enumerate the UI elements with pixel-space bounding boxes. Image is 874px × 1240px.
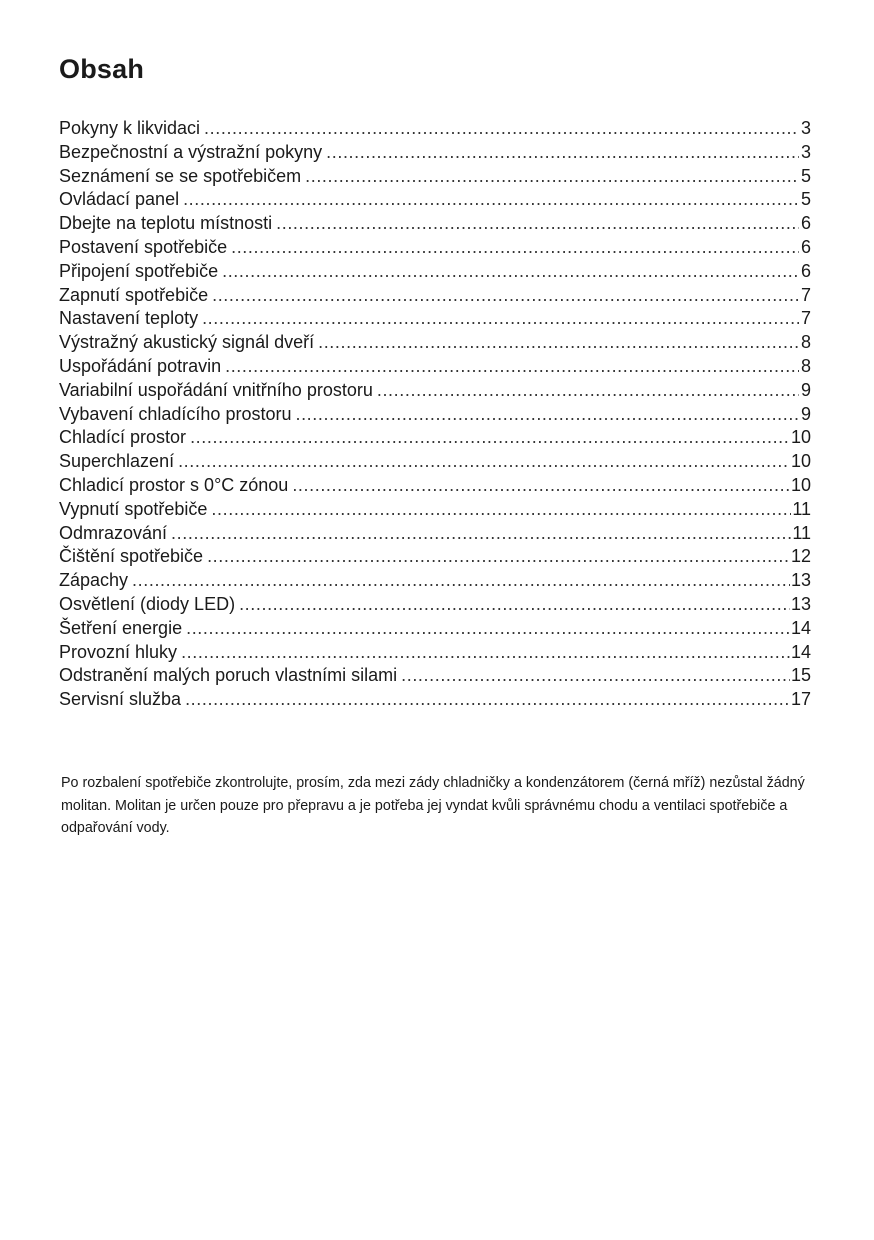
toc-leader-dots <box>211 498 791 522</box>
toc-entry-page: 6 <box>800 213 811 234</box>
toc-entry-page: 10 <box>790 427 811 448</box>
toc-entry-title: Chladící prostor <box>59 427 187 448</box>
toc-entry <box>59 403 811 427</box>
table-of-contents <box>59 117 811 712</box>
toc-entry-page: 15 <box>790 665 811 686</box>
toc-entry <box>59 212 811 236</box>
toc-entry <box>59 641 811 665</box>
toc-entry <box>59 165 811 189</box>
toc-entry-page: 7 <box>800 308 811 329</box>
toc-entry-title: Postavení spotřebiče <box>59 236 228 257</box>
toc-leader-dots <box>401 664 790 688</box>
toc-entry <box>59 379 811 403</box>
toc-entry-title: Odstranění malých poruch vlastními silami <box>59 665 398 686</box>
toc-entry <box>59 522 811 546</box>
toc-entry-page: 5 <box>800 189 811 210</box>
toc-leader-dots <box>212 284 799 308</box>
toc-entry-page: 13 <box>790 570 811 591</box>
toc-entry-title: Výstražný akustický signál dveří <box>59 332 315 353</box>
toc-entry-page: 8 <box>800 355 811 376</box>
toc-entry-title: Variabilní uspořádání vnitřního prostoru <box>59 379 373 400</box>
toc-leader-dots <box>222 260 799 284</box>
toc-leader-dots <box>276 212 799 236</box>
toc-entry <box>59 117 811 141</box>
toc-entry-page: 12 <box>790 546 811 567</box>
toc-leader-dots <box>181 641 790 665</box>
toc-entry <box>59 260 811 284</box>
toc-leader-dots <box>207 545 790 569</box>
toc-entry-title: Čištění spotřebiče <box>59 546 204 567</box>
toc-entry-page: 6 <box>800 236 811 257</box>
toc-entry-title: Nastavení teploty <box>59 308 199 329</box>
toc-entry <box>59 188 811 212</box>
toc-entry <box>59 141 811 165</box>
toc-entry-title: Provozní hluky <box>59 641 178 662</box>
toc-entry <box>59 284 811 308</box>
toc-leader-dots <box>132 569 790 593</box>
page-title: Obsah <box>59 54 145 84</box>
toc-entry-page: 11 <box>792 522 811 543</box>
toc-entry-page: 11 <box>792 498 811 519</box>
toc-entry-title: Dbejte na teplotu místnosti <box>59 213 273 234</box>
toc-entry-title: Superchlazení <box>59 451 175 472</box>
toc-entry <box>59 688 811 712</box>
toc-leader-dots <box>239 593 790 617</box>
toc-entry <box>59 450 811 474</box>
toc-entry <box>59 498 811 522</box>
toc-leader-dots <box>185 688 790 712</box>
toc-entry-page: 14 <box>790 641 811 662</box>
toc-leader-dots <box>377 379 799 403</box>
toc-entry-page: 14 <box>790 617 811 638</box>
toc-entry-title: Chladicí prostor s 0°C zónou <box>59 474 289 495</box>
toc-entry-title: Vybavení chladícího prostoru <box>59 403 292 424</box>
toc-entry-page: 9 <box>800 379 811 400</box>
toc-entry-title: Vypnutí spotřebiče <box>59 498 208 519</box>
toc-entry-title: Pokyny k likvidaci <box>59 118 201 138</box>
toc-entry-title: Osvětlení (diody LED) <box>59 593 236 614</box>
toc-entry <box>59 474 811 498</box>
toc-entry-page: 9 <box>800 403 811 424</box>
toc-entry-title: Ovládací panel <box>59 189 180 210</box>
toc-leader-dots <box>295 403 799 427</box>
toc-entry-title: Připojení spotřebiče <box>59 260 219 281</box>
toc-entry-page: 8 <box>800 332 811 353</box>
toc-entry-title: Servisní služba <box>59 689 182 710</box>
toc-leader-dots <box>204 117 799 141</box>
toc-leader-dots <box>171 522 791 546</box>
toc-leader-dots <box>178 450 790 474</box>
unpacking-note: Po rozbalení spotřebiče zkontrolujte, prosím, zda mezi zády chladničky a kondenzátorem (černá mříž) nezůstal žádný molitan. Molitan je určen pouze pro přepravu a je potřeba jej vyndat kvůli správnému chodu a ventilaci spotřebiče a odpařování vody. <box>61 775 805 836</box>
toc-entry-page: 3 <box>800 141 811 162</box>
toc-entry <box>59 426 811 450</box>
toc-leader-dots <box>186 617 790 641</box>
toc-entry <box>59 236 811 260</box>
toc-entry-page: 17 <box>790 689 811 710</box>
toc-leader-dots <box>202 307 799 331</box>
toc-leader-dots <box>326 141 799 165</box>
toc-entry-title: Bezpečnostní a výstražní pokyny <box>59 141 323 162</box>
toc-entry <box>59 664 811 688</box>
toc-entry <box>59 331 811 355</box>
toc-entry-title: Šetření energie <box>59 617 183 638</box>
toc-entry-page: 7 <box>800 284 811 305</box>
toc-entry-page: 3 <box>800 118 811 138</box>
toc-entry-title: Odmrazování <box>59 522 168 543</box>
toc-leader-dots <box>225 355 799 379</box>
toc-leader-dots <box>292 474 790 498</box>
toc-leader-dots <box>305 165 799 189</box>
toc-leader-dots <box>183 188 799 212</box>
toc-entry-page: 5 <box>800 165 811 186</box>
toc-entry <box>59 569 811 593</box>
toc-leader-dots <box>318 331 799 355</box>
toc-entry-title: Zapnutí spotřebiče <box>59 284 209 305</box>
toc-entry <box>59 617 811 641</box>
toc-entry <box>59 307 811 331</box>
toc-entry <box>59 593 811 617</box>
toc-entry <box>59 355 811 379</box>
toc-entry-title: Uspořádání potravin <box>59 355 222 376</box>
toc-leader-dots <box>190 426 790 450</box>
toc-leader-dots <box>231 236 799 260</box>
toc-entry-page: 13 <box>790 593 811 614</box>
toc-entry-title: Zápachy <box>59 570 129 591</box>
toc-entry-page: 6 <box>800 260 811 281</box>
toc-entry-page: 10 <box>790 474 811 495</box>
toc-entry-title: Seznámení se se spotřebičem <box>59 165 302 186</box>
toc-entry <box>59 545 811 569</box>
toc-entry-page: 10 <box>790 451 811 472</box>
